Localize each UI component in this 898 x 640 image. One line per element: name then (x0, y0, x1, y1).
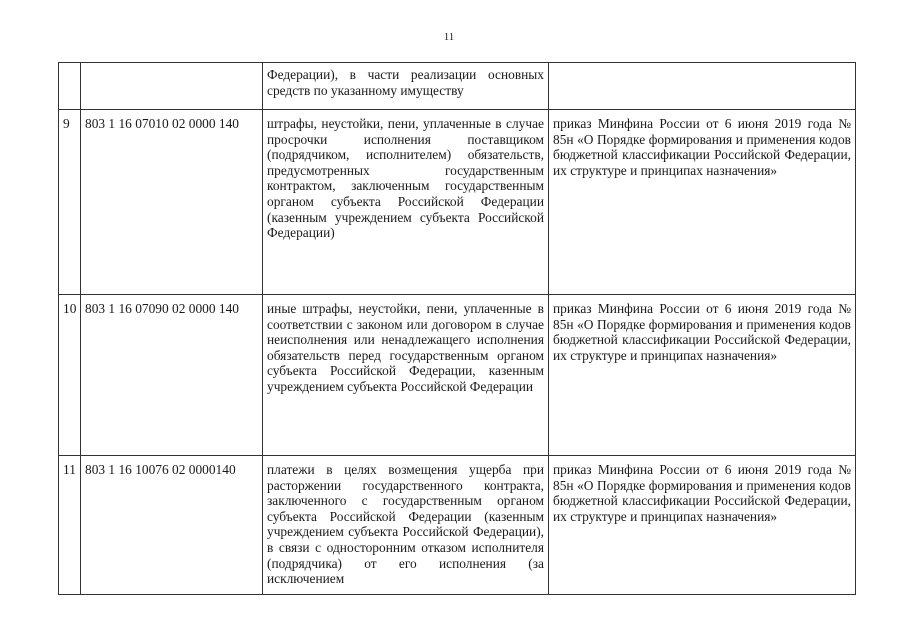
description-cell: штрафы, неустойки, пени, уплаченные в случае просрочки исполнения поставщиком (подрядчиком, исполнителем) обязательств, предусмотренных государственным контрактом, заключенным государственным органом субъекта Российской Федерации (казенным учреждением субъекта Российской Федерации) (263, 110, 549, 295)
row-number-cell: 10 (59, 295, 81, 456)
code-cell (81, 63, 263, 110)
description-cell: иные штрафы, неустойки, пени, уплаченные в соответствии с законом или договором в случае неисполнения или ненадлежащего исполнения обязательств перед государственным органом субъекта Российской Федерации, казенным учреждением субъекта Российской Федерации (263, 295, 549, 456)
page-number: 11 (443, 31, 455, 43)
code-cell: 803 1 16 07090 02 0000 140 (81, 295, 263, 456)
row-number-cell: 9 (59, 110, 81, 295)
basis-cell: приказ Минфина России от 6 июня 2019 года № 85н «О Порядке формирования и применения кодов бюджетной классификации Российской Федерации, их структуре и принципах назначения» (549, 456, 856, 595)
budget-codes-table (58, 62, 856, 595)
table-row (59, 110, 856, 295)
table-row-continuation (59, 63, 856, 110)
basis-cell: приказ Минфина России от 6 июня 2019 года № 85н «О Порядке формирования и применения кодов бюджетной классификации Российской Федерации, их структуре и принципах назначения» (549, 295, 856, 456)
basis-cell (549, 63, 856, 110)
row-number-cell: 11 (59, 456, 81, 595)
code-cell: 803 1 16 07010 02 0000 140 (81, 110, 263, 295)
table-row (59, 456, 856, 595)
row-number-cell (59, 63, 81, 110)
basis-cell: приказ Минфина России от 6 июня 2019 года № 85н «О Порядке формирования и применения кодов бюджетной классификации Российской Федерации, их структуре и принципах назначения» (549, 110, 856, 295)
table-row (59, 295, 856, 456)
description-cell: Федерации), в части реализации основных средств по указанному имуществу (263, 63, 549, 110)
description-cell: платежи в целях возмещения ущерба при расторжении государственного контракта, заключенного с государственным органом субъекта Российской Федерации (казенным учреждением субъекта Российской Федерации), в связи с односторонним отказом исполнителя (подрядчика) от его исполнения (за исключением (263, 456, 549, 595)
code-cell: 803 1 16 10076 02 0000140 (81, 456, 263, 595)
